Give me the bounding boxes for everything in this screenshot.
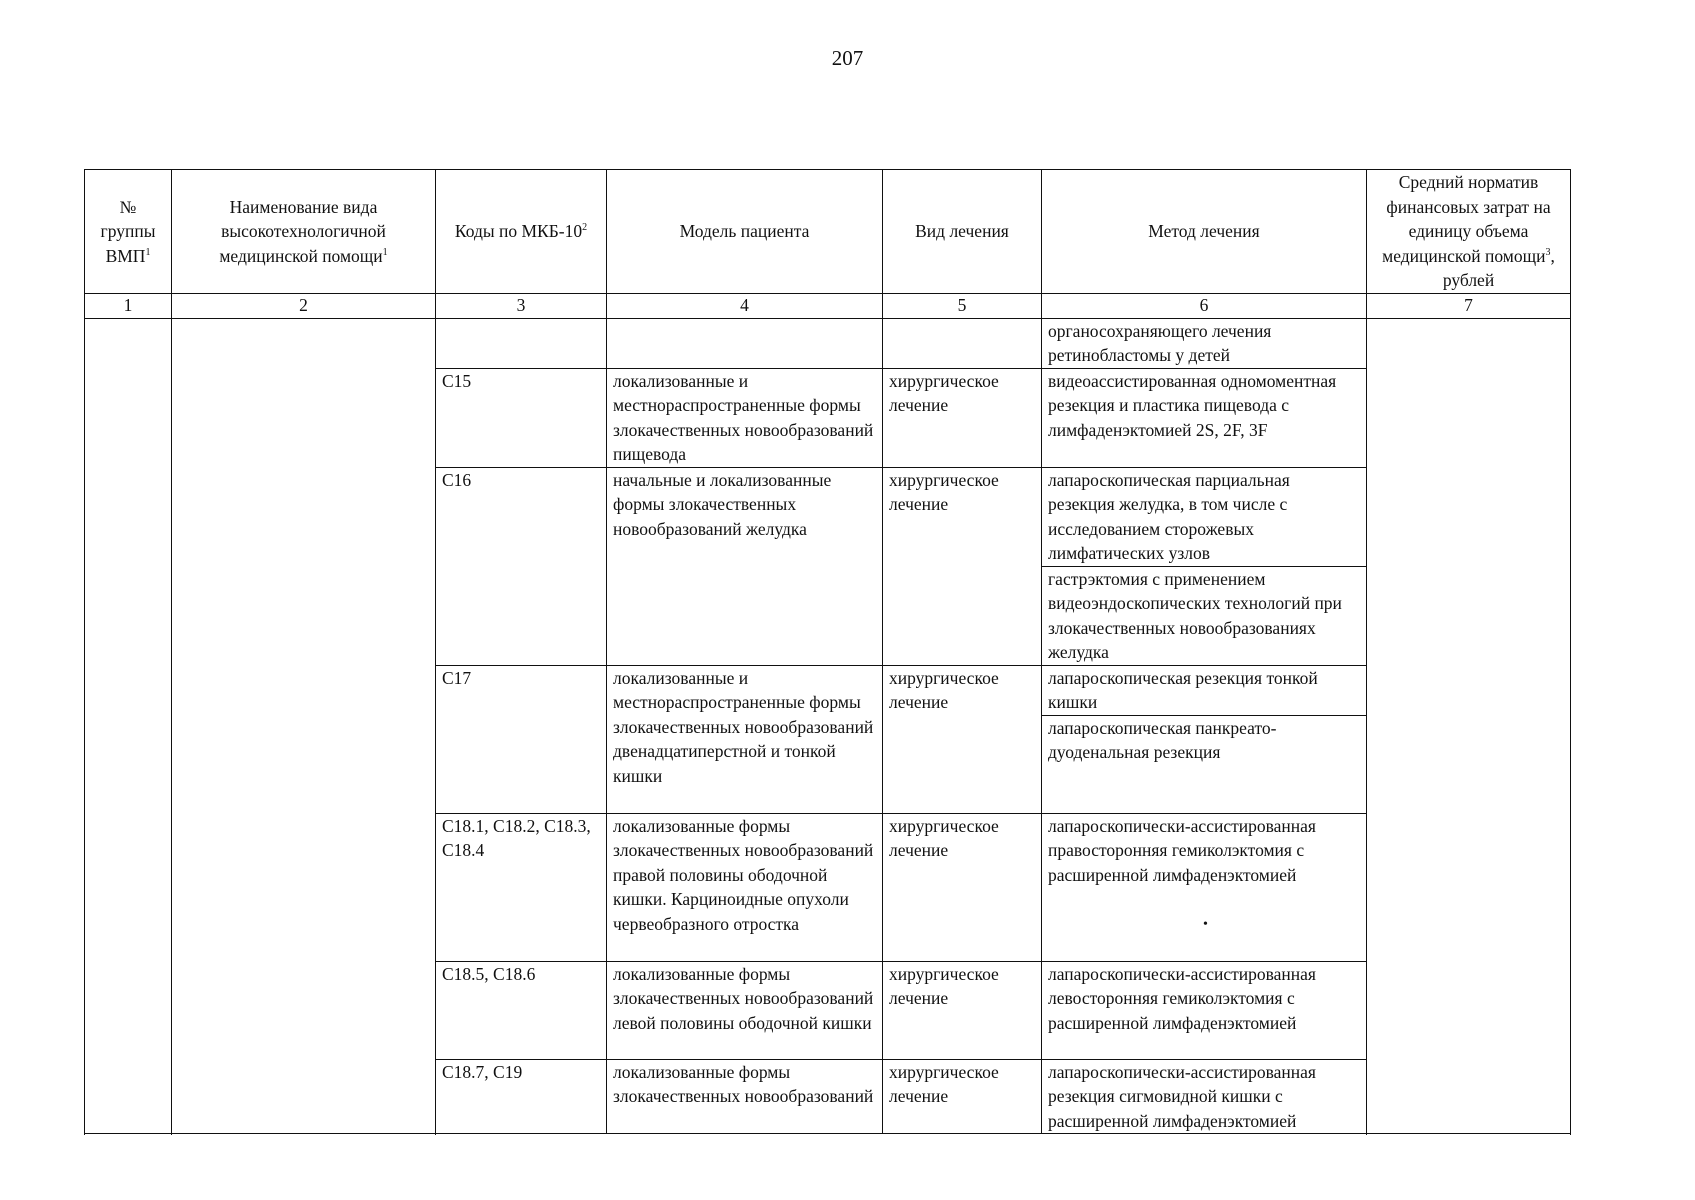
treatment-method-cell: видеоассистированная одномоментная резекция и пластика пищевода с лимфаденэктомией 2S, 2F, 3F: [1042, 368, 1367, 467]
treatment-type-cell: хирургическое лечение: [883, 1059, 1042, 1134]
table-header-row: [85, 170, 1571, 294]
treatment-method-cell: лапароскопическая резекция тонкой кишки: [1042, 665, 1367, 715]
care-type-cell: [172, 318, 436, 1134]
icd-code-cell: C18.5, C18.6: [436, 961, 607, 1059]
treatment-method-cell: органосохраняющего лечения ретинобластомы у детей: [1042, 318, 1367, 368]
column-number: 7: [1367, 293, 1571, 318]
treatment-type-cell: хирургическое лечение: [883, 665, 1042, 813]
treatment-type-cell: хирургическое лечение: [883, 467, 1042, 665]
patient-model-cell: локализованные и местнораспространенные формы злокачественных новообразований пищевода: [607, 368, 883, 467]
scan-mark: •: [1203, 917, 1208, 932]
patient-model-cell: [607, 318, 883, 368]
column-number: 1: [85, 293, 172, 318]
column-number-row: [85, 293, 1571, 318]
icd-code-cell: C16: [436, 467, 607, 665]
header-treatment-method: Метод лечения: [1042, 170, 1367, 294]
icd-code-cell: [436, 318, 607, 368]
column-number: 4: [607, 293, 883, 318]
vmp-table: [84, 169, 1571, 1134]
header-care-type: Наименование вида высокотехнологичной медицинской помощи$^1$: [172, 170, 436, 294]
treatment-method-cell: лапароскопическая панкреато-дуоденальная резекция: [1042, 715, 1367, 813]
patient-model-cell: локализованные формы злокачественных новообразований: [607, 1059, 883, 1134]
treatment-method-cell: лапароскопически-ассистированная правосторонняя гемиколэктомия с расширенной лимфаденэктомией: [1042, 813, 1367, 961]
icd-code-cell: C18.7, C19: [436, 1059, 607, 1134]
treatment-method-cell: гастрэктомия с применением видеоэндоскопических технологий при злокачественных новообразованиях желудка: [1042, 566, 1367, 665]
patient-model-cell: локализованные формы злокачественных новообразований левой половины ободочной кишки: [607, 961, 883, 1059]
treatment-method-cell: лапароскопически-ассистированная резекция сигмовидной кишки с расширенной лимфаденэктомией: [1042, 1059, 1367, 1134]
icd-code-cell: C17: [436, 665, 607, 813]
patient-model-cell: локализованные и местнораспространенные формы злокачественных новообразований двенадцатиперстной и тонкой кишки: [607, 665, 883, 813]
treatment-type-cell: хирургическое лечение: [883, 813, 1042, 961]
column-number: 5: [883, 293, 1042, 318]
header-cost-standard: Средний норматив финансовых затрат на единицу объема медицинской помощи$^3$, рублей: [1367, 170, 1571, 294]
column-number: 6: [1042, 293, 1367, 318]
patient-model-cell: локализованные формы злокачественных новообразований правой половины ободочной кишки. Карциноидные опухоли червеобразного отростка: [607, 813, 883, 961]
patient-model-cell: начальные и локализованные формы злокачественных новообразований желудка: [607, 467, 883, 665]
treatment-type-cell: хирургическое лечение: [883, 368, 1042, 467]
treatment-method-cell: лапароскопическая парциальная резекция желудка, в том числе с исследованием сторожевых лимфатических узлов: [1042, 467, 1367, 566]
cost-standard-cell: [1367, 318, 1571, 1134]
treatment-type-cell: [883, 318, 1042, 368]
column-number: 3: [436, 293, 607, 318]
icd-code-cell: C15: [436, 368, 607, 467]
header-patient-model: Модель пациента: [607, 170, 883, 294]
group-number-cell: [85, 318, 172, 1134]
page-number: 207: [831, 46, 864, 70]
treatment-type-cell: хирургическое лечение: [883, 961, 1042, 1059]
icd-code-cell: C18.1, C18.2, C18.3, C18.4: [436, 813, 607, 961]
column-number: 2: [172, 293, 436, 318]
header-icd-codes: Коды по МКБ-$10^2$: [436, 170, 607, 294]
header-treatment-type: Вид лечения: [883, 170, 1042, 294]
treatment-method-cell: лапароскопически-ассистированная левосторонняя гемиколэктомия с расширенной лимфаденэктомией: [1042, 961, 1367, 1059]
table-row: [85, 318, 1571, 368]
header-group-number: № группы ВМП$^1$: [85, 170, 172, 294]
